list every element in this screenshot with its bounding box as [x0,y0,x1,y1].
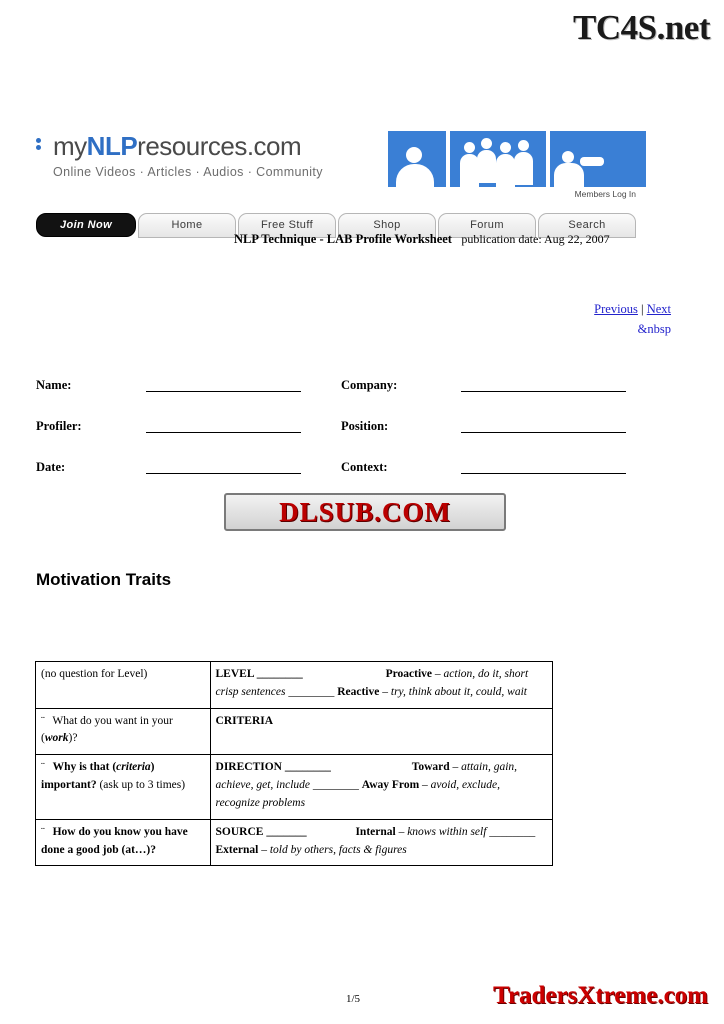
photo-person-icon [388,131,446,187]
logo-text-post: resources.com [137,131,302,161]
lab-profile-table [35,661,553,866]
label-date: Date: [36,460,66,474]
answer-key-criteria: CRITERIA [215,714,274,727]
table-row [36,708,553,755]
page-navigation [594,302,671,337]
answer-internal-label: Internal [355,825,396,838]
table-row [36,819,553,866]
form-row [36,460,636,475]
document-title-line [234,232,610,247]
section-heading: Motivation Traits [36,570,172,589]
table-cell-answer [210,662,552,709]
table-row [36,755,553,819]
answer-dash-2: – [379,685,391,698]
answer-external-desc: told by others, facts & figures [269,843,407,856]
answer-awayfrom-desc: avoid, exclude, recognize problems [215,779,500,809]
table-cell-question: (no question for Level) [36,662,211,709]
answer-dash-3: – [449,761,462,774]
nav-item-join-now[interactable]: Join Now [36,213,136,237]
nav-item-search[interactable]: Search [538,213,636,238]
tradersxtreme-watermark: TradersXtreme.com [493,982,708,1009]
table-row [36,662,553,709]
answer-dash-6: – [258,843,270,856]
label-name: Name: [36,378,72,392]
answer-proactive-label: Proactive [385,668,433,680]
pagenav-separator: | [641,302,644,316]
answer-key-source: SOURCE _______ [215,825,307,838]
table-cell-answer [210,755,552,819]
answer-toward-label: Toward [411,761,450,774]
form-row [36,419,636,434]
next-link[interactable]: Next [646,302,671,316]
answer-awayfrom-label: Away From [361,779,420,792]
nav-item-shop[interactable]: Shop [338,213,436,238]
input-profiler[interactable] [146,419,301,433]
table-cell-answer [210,708,552,755]
profile-form [36,378,636,501]
table-cell-question: ¨ How do you know you have done a good job (at…)? [36,819,211,866]
nbsp-text: &nbsp [637,322,671,336]
input-context[interactable] [461,460,626,474]
answer-toward-desc: attain, gain, achieve, get, include ________ [215,761,518,792]
label-context: Context: [341,460,388,474]
previous-link[interactable]: Previous [594,302,638,316]
input-name[interactable] [146,378,301,392]
answer-key-direction: DIRECTION ________ [215,761,331,774]
label-position: Position: [341,419,389,433]
page-number: 1/5 [346,993,361,1005]
answer-reactive-label: Reactive [337,685,380,698]
label-profiler: Profiler: [36,419,82,433]
answer-dash-4: – [419,779,431,792]
answer-key-level: LEVEL ________ [215,668,303,680]
nav-item-free-stuff[interactable]: Free Stuff [238,213,336,238]
table-cell-answer [210,819,552,866]
answer-internal-desc: knows within self ________ [407,825,536,838]
logo-text-mid: NLP [86,131,138,161]
publication-date: publication date: Aug 22, 2007 [461,232,610,246]
input-company[interactable] [461,378,626,392]
label-company: Company: [341,378,398,392]
site-logo[interactable] [36,131,376,179]
answer-reactive-desc: try, think about it, could, wait [390,685,527,698]
nav-item-forum[interactable]: Forum [438,213,536,238]
input-date[interactable] [146,460,301,474]
table-cell-question: ¨ What do you want in your (work)? [36,708,211,755]
photo-group-icon [450,131,546,187]
header-photo-strip [388,131,646,187]
answer-dash: – [432,668,444,680]
logo-dots-icon [36,136,50,152]
form-row [36,378,636,393]
photo-handshake-icon [550,131,646,187]
input-position[interactable] [461,419,626,433]
members-login-link[interactable]: Members Log In [574,189,636,199]
nav-item-home[interactable]: Home [138,213,236,238]
tc4s-watermark: TC4S.net [573,8,710,47]
site-tagline: Online Videos · Articles · Audios · Community [53,165,323,179]
answer-external-label: External [215,843,259,856]
site-header-banner [36,131,636,241]
answer-dash-5: – [395,825,408,838]
document-title: NLP Technique - LAB Profile Worksheet [234,232,452,246]
logo-text-pre: my [53,131,87,161]
answer-proactive-desc: action, do it, short crisp sentences ________ [215,668,529,698]
dlsub-watermark: DLSUB.COM [224,493,506,531]
table-cell-question: ¨ Why is that (criteria) important? (ask up to 3 times) [36,755,211,819]
